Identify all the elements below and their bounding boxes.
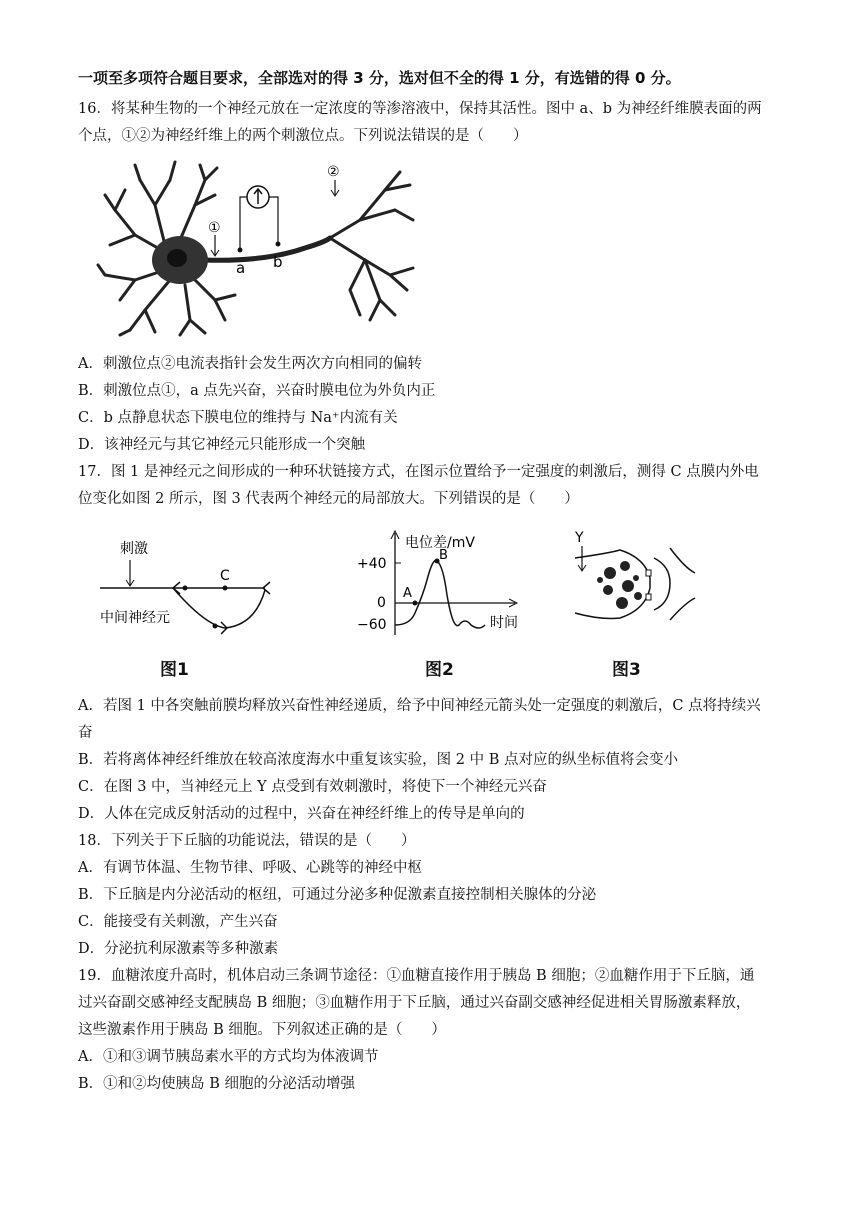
q19-option-a: A．①和③调节胰岛素水平的方式均为体液调节 [78,1049,379,1065]
point-B-label: B [439,548,448,563]
figure-1 [95,530,295,640]
q18-stem: 18．下列关于下丘脑的功能说法，错误的是（ ） [78,833,416,849]
interneuron-label: 中间神经元 [100,610,170,626]
y-axis-label: 电位差/mV [405,535,475,551]
q16-stem-line1: 16．将某种生物的一个神经元放在一定浓度的等渗溶液中，保持其活性。图中 a、b 为神经纤维膜表面的两 [78,101,762,117]
q18-option-c: C．能接受有关刺激，产生兴奋 [78,914,278,930]
q19-stem-line1: 19．血糖浓度升高时，机体启动三条调节途径：①血糖直接作用于胰岛 B 细胞；②血糖作用于下丘脑，通 [78,968,755,984]
tick-zero: 0 [377,595,386,611]
q19-stem-line2: 过兴奋副交感神经支配胰岛 B 细胞；③血糖作用于下丘脑，通过兴奋副交感神经促进相关胃肠激素释放， [78,995,751,1011]
q16-option-a: A．刺激位点②电流表指针会发生两次方向相同的偏转 [78,356,422,372]
point-a-label: a [236,259,246,277]
q18-option-b: B．下丘脑是内分泌活动的枢纽，可通过分泌多种促激素直接控制相关腺体的分泌 [78,887,597,903]
q16-stem-line2: 个点，①②为神经纤维上的两个刺激位点。下列说法错误的是（ ） [78,128,528,144]
figure-3-caption: 图3 [612,660,641,680]
point-y-label: Y [575,530,584,546]
q17-option-d: D．人体在完成反射活动的过程中，兴奋在神经纤维上的传导是单向的 [78,806,525,822]
q16-option-c: C．b 点静息状态下膜电位的维持与 Na⁺内流有关 [78,410,398,426]
q19-option-b: B．①和②均使胰岛 B 细胞的分泌活动增强 [78,1076,356,1092]
q17-stem-line1: 17．图 1 是神经元之间形成的一种环状链接方式，在图示位置给予一定强度的刺激后，测得 C 点膜内外电 [78,464,759,480]
point-c-label: C [220,568,230,584]
figure-2-caption: 图2 [425,660,454,680]
stim-mark-1: ① [208,220,221,236]
q17-option-a-line1: A．若图 1 中各突触前膜均释放兴奋性神经递质，给予中间神经元箭头处一定强度的刺激后，C 点将持续兴 [78,698,761,714]
figure-3 [570,528,710,638]
figure-2 [355,525,535,640]
point-A-label: A [403,586,412,601]
stimulus-label: 刺激 [120,541,148,557]
section-header: 一项至多项符合题目要求，全部选对的得 3 分，选对但不全的得 1 分，有选错的得 0 分。 [78,69,681,87]
q18-option-d: D．分泌抗利尿激素等多种激素 [78,941,279,957]
q19-stem-line3: 这些激素作用于胰岛 B 细胞。下列叙述正确的是（ ） [78,1022,446,1038]
figure-1-caption: 图1 [160,660,189,680]
q17-option-c: C．在图 3 中，当神经元上 Y 点受到有效刺激时，将使下一个神经元兴奋 [78,779,547,795]
stim-mark-2: ② [327,164,340,180]
point-b-label: b [273,253,283,271]
x-axis-label: 时间 [490,615,518,631]
neuron-figure [95,150,415,340]
q17-option-a-line2: 奋 [78,725,93,741]
q17-stem-line2: 位变化如图 2 所示，图 3 代表两个神经元的局部放大。下列错误的是（ ） [78,491,579,507]
tick-minus60: −60 [357,617,387,633]
q16-option-b: B．刺激位点①，a 点先兴奋，兴奋时膜电位为外负内正 [78,383,436,399]
q18-option-a: A．有调节体温、生物节律、呼吸、心跳等的神经中枢 [78,860,422,876]
tick-plus40: +40 [357,556,387,572]
q16-option-d: D．该神经元与其它神经元只能形成一个突触 [78,437,366,453]
q17-option-b: B．若将离体神经纤维放在较高浓度海水中重复该实验，图 2 中 B 点对应的纵坐标值将会变小 [78,752,678,768]
